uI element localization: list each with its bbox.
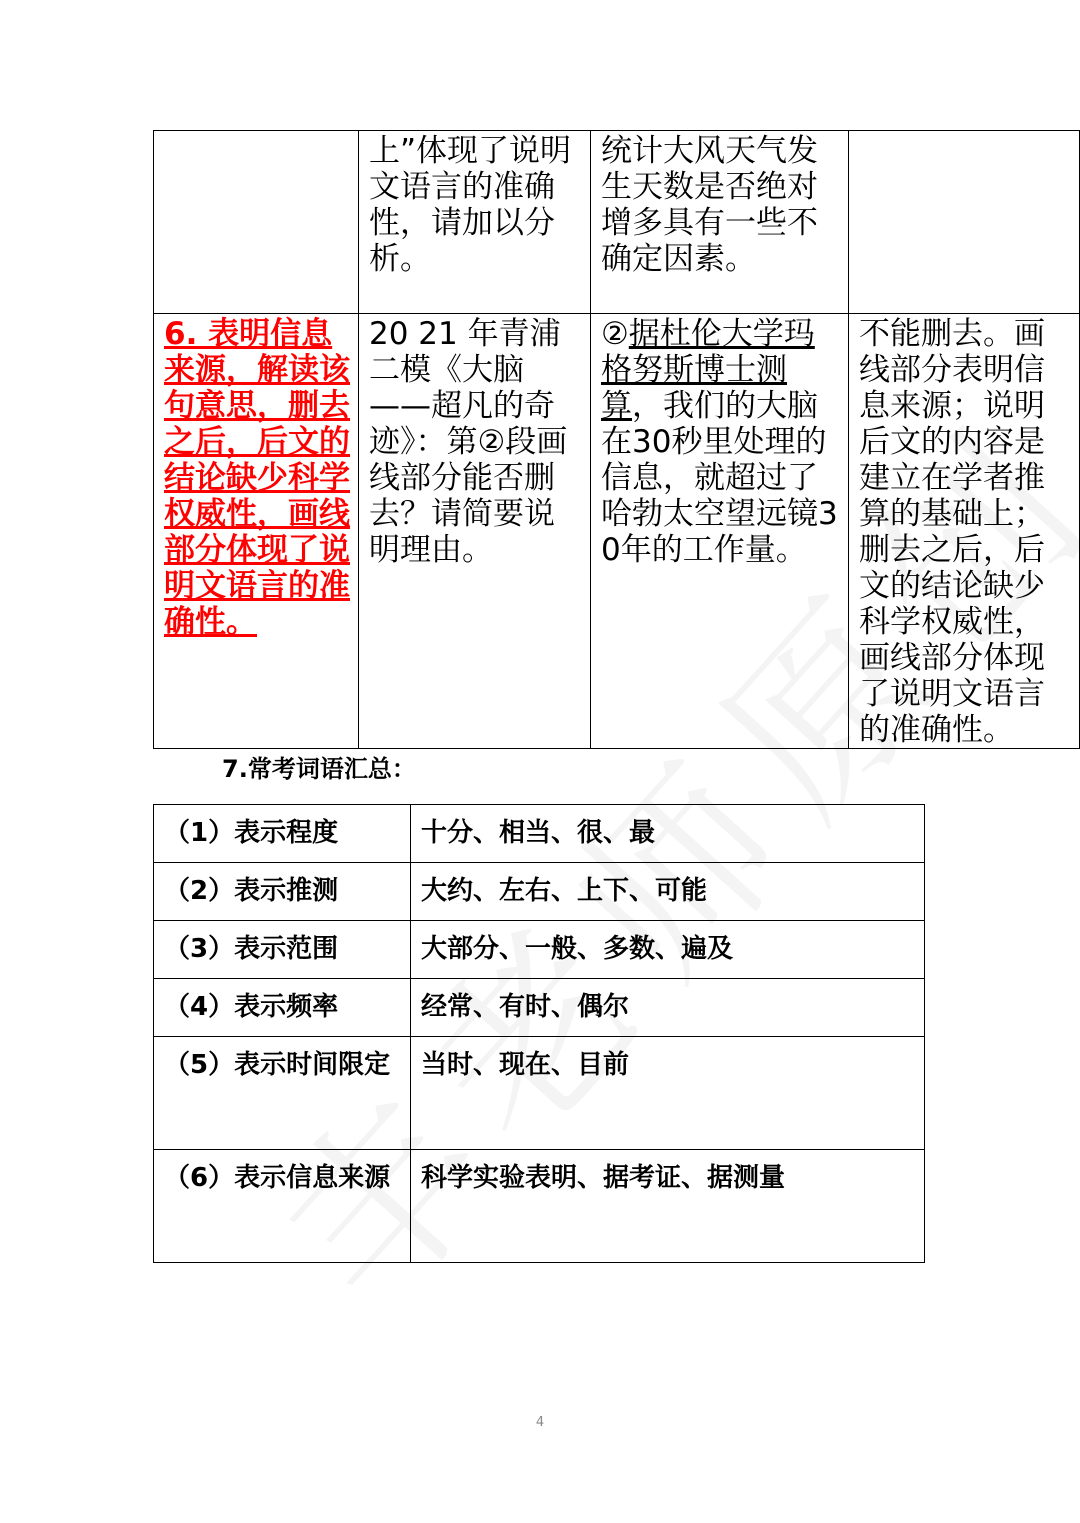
method-cell (154, 131, 359, 314)
words-cell: 当时、现在、目前 (411, 1037, 925, 1150)
category-cell: （3）表示范围 (154, 921, 411, 979)
paragraph-marker: ② (601, 316, 629, 352)
table-row (154, 863, 925, 921)
words-cell: 经常、有时、偶尔 (411, 979, 925, 1037)
table-row (154, 1150, 925, 1263)
page-number: 4 (535, 1415, 545, 1430)
category-cell: （4）表示频率 (154, 979, 411, 1037)
section-heading: 7.常考词语汇总： (222, 755, 416, 783)
underlined-phrase: 据杜伦大学玛格努斯博士测算 (601, 316, 815, 424)
table-row (154, 979, 925, 1037)
table-row (154, 314, 1080, 749)
text-cell: 统计大风天气发生天数是否绝对增多具有一些不确定因素。 (591, 131, 849, 314)
table-row (154, 131, 1080, 314)
question-cell: 上”体现了说明文语言的准确性，请加以分析。 (359, 131, 591, 314)
category-cell: （1）表示程度 (154, 805, 411, 863)
analysis-table (153, 130, 1080, 749)
answer-cell: 不能删去。画线部分表明信息来源；说明后文的内容是建立在学者推算的基础上；删去之后，后文的结论缺少科学权威性，画线部分体现了说明文语言的准确性。 (849, 314, 1080, 749)
table-row (154, 921, 925, 979)
question-cell: 20 21 年青浦二模《大脑——超凡的奇迹》：第②段画线部分能否删去？请简要说明理由。 (359, 314, 591, 749)
method-cell: 6. 表明信息来源，解读该句意思，删去之后，后文的结论缺少科学权威性，画线部分体现了说明文语言的准确性。 (154, 314, 359, 749)
category-cell: （2）表示推测 (154, 863, 411, 921)
words-cell: 大部分、一般、多数、遍及 (411, 921, 925, 979)
table-row (154, 805, 925, 863)
answer-cell (849, 131, 1080, 314)
vocabulary-table (153, 804, 925, 1263)
table-row (154, 1037, 925, 1150)
words-cell: 十分、相当、很、最 (411, 805, 925, 863)
category-cell: （6）表示信息来源 (154, 1150, 411, 1263)
words-cell: 科学实验表明、据考证、据测量 (411, 1150, 925, 1263)
text-rest: ，我们的大脑在30秒里处理的信息，就超过了哈勃太空望远镜30年的工作量。 (601, 388, 838, 568)
category-cell: （5）表示时间限定 (154, 1037, 411, 1150)
words-cell: 大约、左右、上下、可能 (411, 863, 925, 921)
text-cell (591, 314, 849, 749)
